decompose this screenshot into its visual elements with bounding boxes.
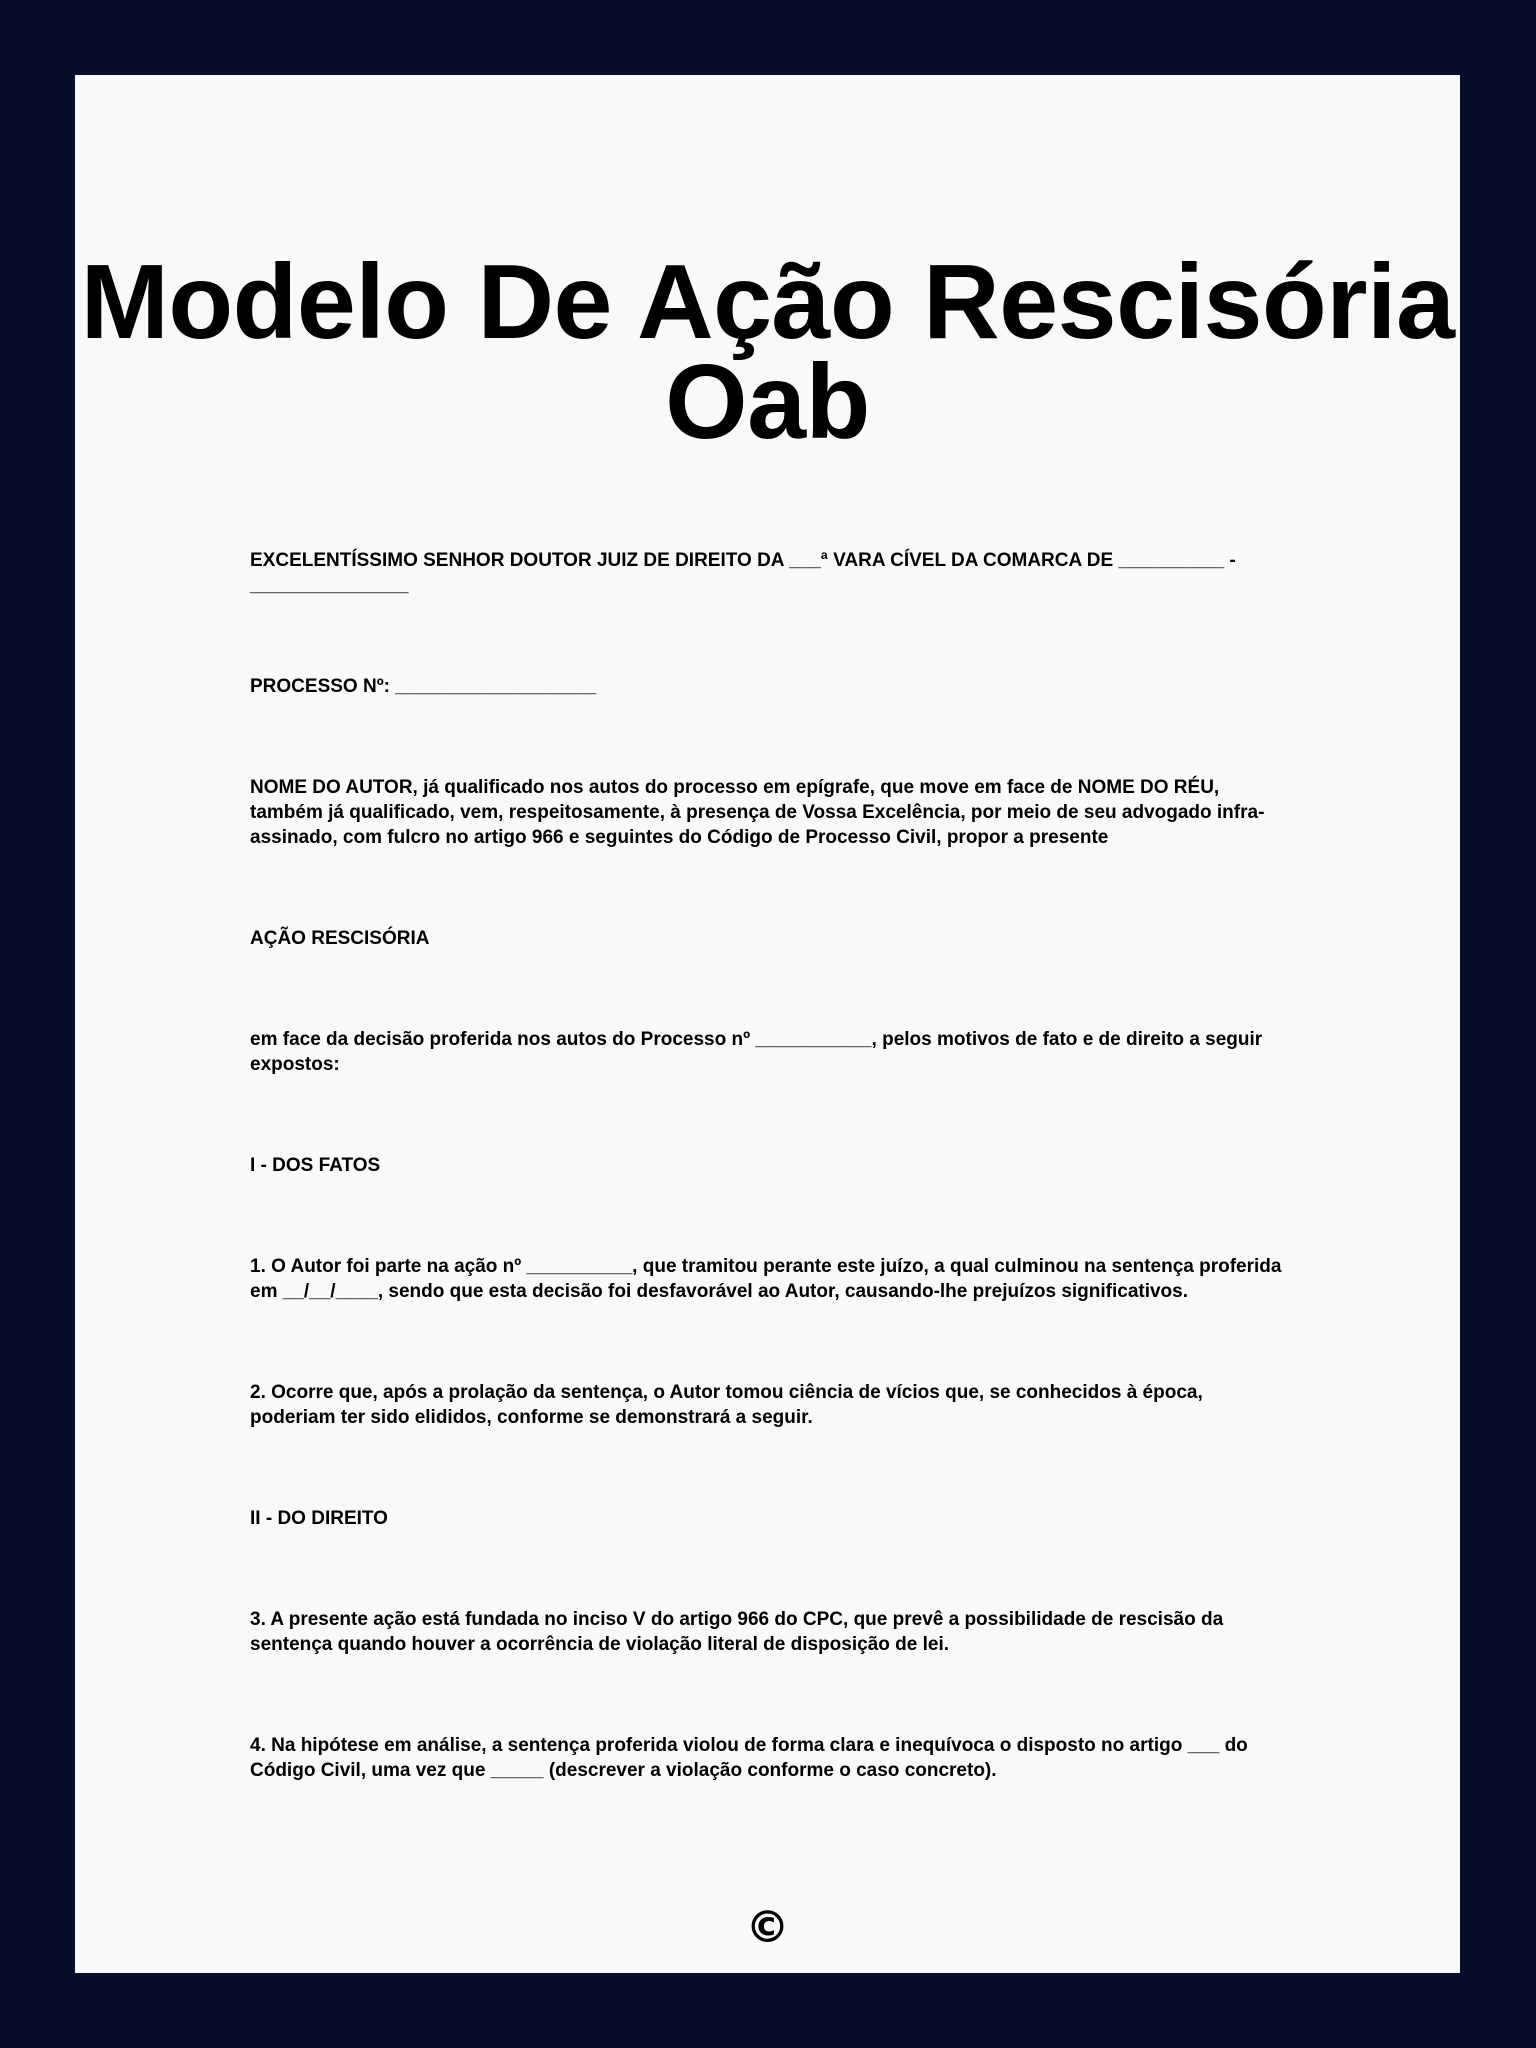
law-heading: II - DO DIREITO (250, 1508, 388, 1529)
law-paragraph-4: 4. Na hipótese em análise, a sentença proferida violou de forma clara e inequívoca o disposto no artigo ___ do Código Civil, uma vez que _____ (descrever a violação conforme o caso concreto). (250, 1735, 1248, 1781)
decision-paragraph: em face da decisão proferida nos autos do Processo nº ___________, pelos motivos de fato e de direito a seguir expostos: (250, 1029, 1263, 1075)
fact-paragraph-2: 2. Ocorre que, após a prolação da sentença, o Autor tomou ciência de vícios que, se conhecidos à época, poderiam ter sido elididos, conforme se demonstrará a seguir. (250, 1382, 1203, 1428)
court-address-paragraph: EXCELENTÍSSIMO SENHOR DOUTOR JUIZ DE DIREITO DA ___ª VARA CÍVEL DA COMARCA DE __________ - _______________ (250, 550, 1236, 596)
copyright-icon: © (745, 1902, 790, 1953)
qualification-paragraph: NOME DO AUTOR, já qualificado nos autos do processo em epígrafe, que move em face de NOME DO RÉU, também já qualificado, vem, respeitosamente, à presença de Vossa Excelência, por meio de seu advogado infra-assinado, com fulcro no artigo 966 e seguintes do Código de Processo Civil, propor a presente (250, 777, 1265, 848)
action-heading: AÇÃO RESCISÓRIA (250, 928, 430, 949)
document-title: Modelo De Ação Rescisória Oab (80, 243, 1455, 461)
document-page (75, 75, 1460, 1973)
law-paragraph-3: 3. A presente ação está fundada no inciso V do artigo 966 do CPC, que prevê a possibilidade de rescisão da sentença quando houver a ocorrência de violação literal de disposição de lei. (250, 1609, 1224, 1655)
facts-heading: I - DOS FATOS (250, 1155, 381, 1176)
process-number-paragraph: PROCESSO Nº: ___________________ (250, 676, 597, 697)
document-body (250, 548, 1285, 1859)
fact-paragraph-1: 1. O Autor foi parte na ação nº __________, que tramitou perante este juízo, a qual culminou na sentença proferida em __/__/____, sendo que esta decisão foi desfavorável ao Autor, causando-lhe prejuízos significativos. (250, 1256, 1282, 1302)
